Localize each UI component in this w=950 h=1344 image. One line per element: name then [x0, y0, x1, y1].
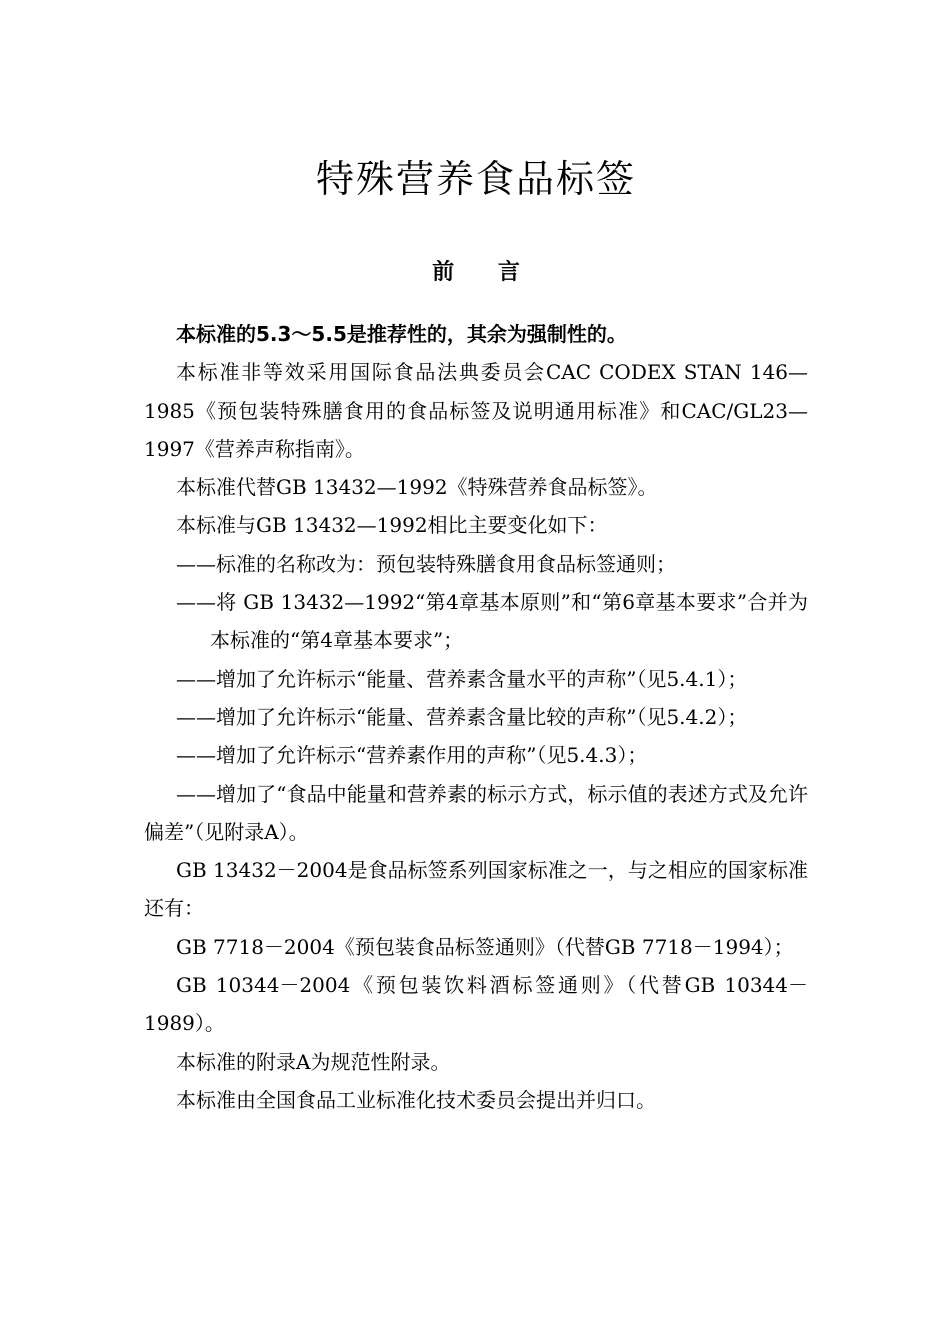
- section-heading-text: 前 言: [432, 260, 538, 285]
- paragraph-4: 本标准与GB 13432—1992相比主要变化如下：: [176, 513, 608, 538]
- paragraph-9: 本标准由全国食品工业标准化技术委员会提出并归口。: [176, 1087, 656, 1112]
- section-heading: [144, 256, 808, 290]
- paragraph-8: 本标准的附录A为规范性附录。: [176, 1049, 451, 1074]
- list-item-2: ——将 GB 13432—1992“第4章基本原则”和“第6章基本要求”合并为本标准的“第4章基本要求”；: [176, 590, 808, 653]
- list-item-5: ——增加了允许标示“营养素作用的声称”（见5.4.3）；: [176, 743, 648, 768]
- list-item-6: ——增加了“食品中能量和营养素的标示方式，标示值的表述方式及允许偏差”（见附录A）。: [144, 781, 808, 844]
- paragraph-6: GB 7718－2004《预包装食品标签通则》（代替GB 7718－1994）；: [176, 934, 794, 959]
- list-item-4: ——增加了允许标示“能量、营养素含量比较的声称”（见5.4.2）；: [176, 704, 748, 729]
- list-item-1: ——标准的名称改为：预包装特殊膳食用食品标签通则；: [176, 551, 676, 576]
- paragraph-1: 本标准的5.3～5.5是推荐性的，其余为强制性的。: [176, 322, 627, 346]
- list-item-3: ——增加了允许标示“能量、营养素含量水平的声称”（见5.4.1）；: [176, 666, 748, 691]
- document-title: 特殊营养食品标签: [315, 157, 636, 201]
- paragraph-7: GB 10344－2004《预包装饮料酒标签通则》（代替GB 10344－1989）。: [144, 973, 808, 1036]
- paragraph-2: 本标准非等效采用国际食品法典委员会CAC CODEX STAN 146—1985《预包装特殊膳食用的食品标签及说明通用标准》和CAC/GL23—1997《营养声称指南》。: [144, 360, 808, 461]
- paragraph-3: 本标准代替GB 13432—1992《特殊营养食品标签》。: [176, 475, 658, 500]
- document-body: [144, 315, 808, 1119]
- paragraph-5: GB 13432－2004是食品标签系列国家标准之一，与之相应的国家标准还有：: [144, 858, 808, 921]
